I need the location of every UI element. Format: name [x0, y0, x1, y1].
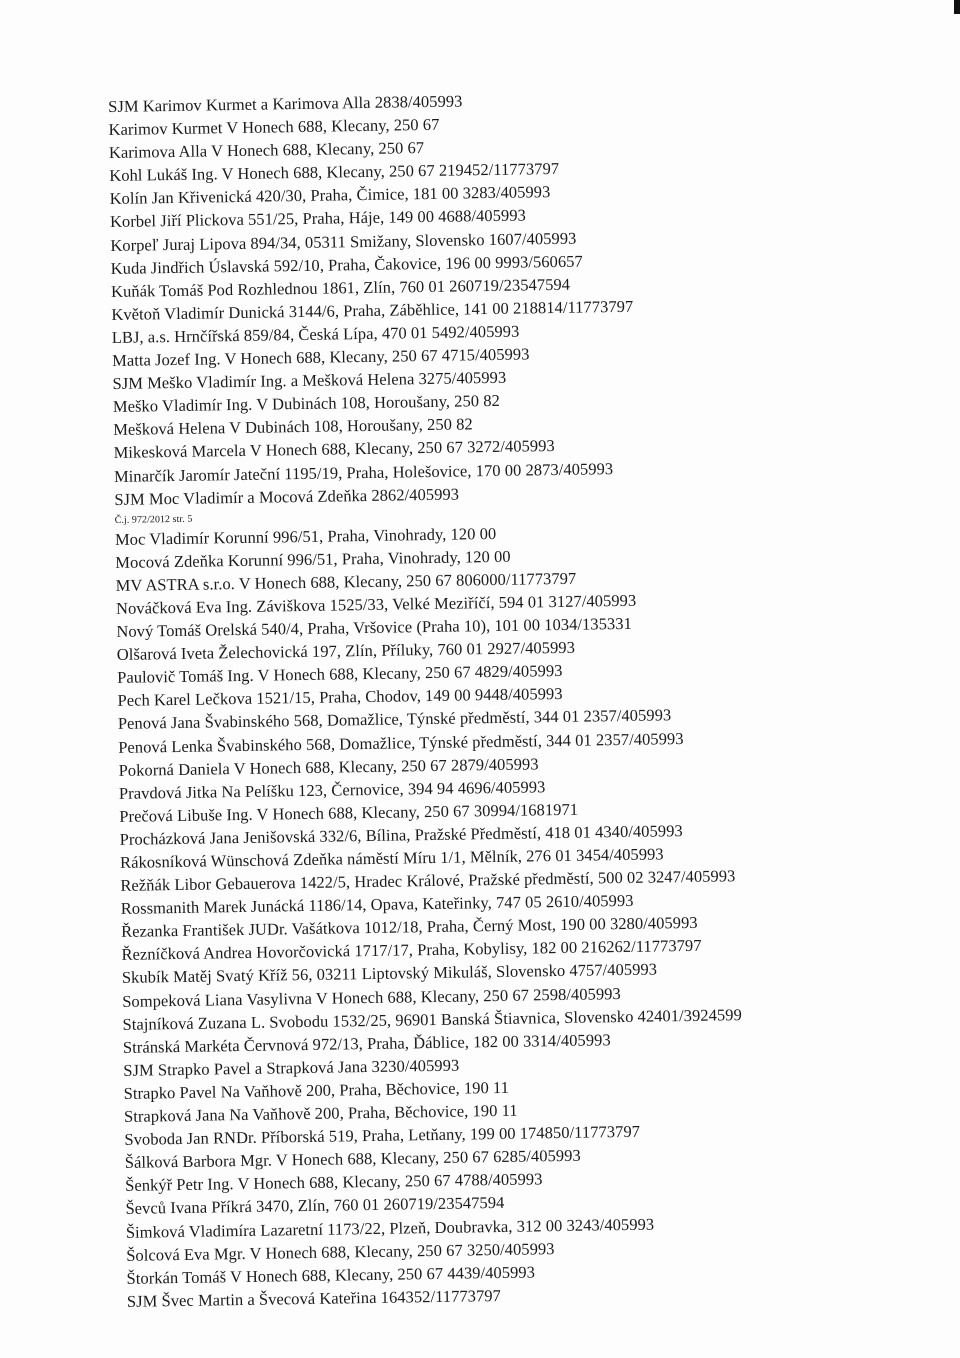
list-item: Strapko Pavel Na Vaňhově 200, Praha, Běchovice, 190 11: [123, 1077, 510, 1103]
list-item: Šálková Barbora Mgr. V Honech 688, Klecany, 250 67 6285/405993: [124, 1145, 581, 1173]
list-item: Květoň Vladimír Dunická 3144/6, Praha, Záběhlice, 141 00 218814/11773797: [111, 296, 634, 324]
list-item: Matta Jozef Ing. V Honech 688, Klecany, 250 67 4715/405993: [112, 344, 530, 370]
list-item: Mikesková Marcela V Honech 688, Klecany, 250 67 3272/405993: [113, 436, 555, 463]
list-item: Penová Lenka Švabinského 568, Domažlice, Týnské předměstí, 344 01 2357/405993: [118, 728, 684, 757]
corner-scan-mark: [954, 0, 960, 14]
list-item: Olšarová Iveta Želechovická 197, Zlín, Příluky, 760 01 2927/405993: [116, 637, 576, 665]
list-item: Pech Karel Lečkova 1521/15, Praha, Chodov, 149 00 9448/405993: [117, 684, 563, 711]
list-item: Štorkán Tomáš V Honech 688, Klecany, 250 67 4439/405993: [126, 1262, 536, 1288]
list-item: Šolcová Eva Mgr. V Honech 688, Klecany, 250 67 3250/405993: [126, 1238, 555, 1265]
list-item: Kohl Lukáš Ing. V Honech 688, Klecany, 250 67 219452/11773797: [109, 159, 560, 186]
list-item: Prečová Libuše Ing. V Honech 688, Klecany, 250 67 30994/1681971: [119, 799, 579, 826]
list-item: Rákosníková Wünschová Zdeňka náměstí Míru 1/1, Mělník, 276 01 3454/405993: [119, 844, 664, 872]
list-item: Kolín Jan Křivenická 420/30, Praha, Čimice, 181 00 3283/405993: [109, 182, 551, 209]
list-item: LBJ, a.s. Hrnčířská 859/84, Česká Lípa, 470 01 5492/405993: [111, 321, 520, 347]
list-item: Řezníčková Andrea Hovorčovická 1717/17, Praha, Kobylisy, 182 00 216262/11773797: [121, 936, 702, 965]
list-item: Sompeková Liana Vasylivna V Honech 688, Klecany, 250 67 2598/405993: [122, 983, 621, 1011]
list-item: Procházková Jana Jenišovská 332/6, Bílina, Pražské Předměstí, 418 01 4340/405993: [119, 820, 683, 849]
list-item: Režňák Libor Gebauerova 1422/5, Hradec Králové, Pražské předměstí, 500 02 3247/405993: [120, 866, 736, 895]
list-item: Strapková Jana Na Vaňhově 200, Praha, Běchovice, 190 11: [123, 1100, 518, 1126]
list-item: SJM Strapko Pavel a Strapková Jana 3230/405993: [123, 1055, 460, 1080]
list-item: Řezanka František JUDr. Vašátkova 1012/18, Praha, Černý Most, 190 00 3280/405993: [120, 913, 698, 942]
list-item: Karimov Kurmet V Honech 688, Klecany, 250 67: [108, 114, 440, 140]
list-item: Korbel Jiří Plickova 551/25, Praha, Háje, 149 00 4688/405993: [109, 205, 526, 232]
list-item: Meško Vladimír Ing. V Dubinách 108, Horoušany, 250 82: [112, 391, 501, 417]
list-item: Karimova Alla V Honech 688, Klecany, 250 67: [108, 138, 425, 163]
list-item: Mešková Helena V Dubinách 108, Horoušany, 250 82: [113, 414, 473, 440]
list-item: Rossmanith Marek Junácká 1186/14, Opava, Kateřinky, 747 05 2610/405993: [120, 891, 634, 919]
list-item: Kuňák Tomáš Pod Rozhlednou 1861, Zlín, 760 01 260719/23547594: [110, 274, 571, 301]
list-item: Šenkýř Petr Ing. V Honech 688, Klecany, 250 67 4788/405993: [124, 1169, 543, 1196]
list-item: SJM Karimov Kurmet a Karimova Alla 2838/405993: [108, 91, 463, 116]
list-item: Svoboda Jan RNDr. Příborská 519, Praha, Letňany, 199 00 174850/11773797: [124, 1121, 641, 1149]
list-item: SJM Moc Vladimír a Mocová Zdeňka 2862/405993: [114, 484, 460, 509]
list-item: Paulovič Tomáš Ing. V Honech 688, Klecany, 250 67 4829/405993: [117, 661, 563, 688]
list-item: Šimková Vladimíra Lazaretní 1173/22, Plzeň, Doubravka, 312 00 3243/405993: [125, 1214, 655, 1242]
list-item: Moc Vladimír Korunní 996/51, Praha, Vinohrady, 120 00: [114, 523, 497, 549]
list-item: Skubík Matěj Svatý Kříž 56, 03211 Liptovský Mikuláš, Slovensko 4757/405993: [121, 959, 658, 988]
list-item: SJM Meško Vladimír Ing. a Mešková Helena 3275/405993: [112, 367, 507, 394]
list-item: Penová Jana Švabinského 568, Domažlice, Týnské předměstí, 344 01 2357/405993: [117, 705, 672, 734]
list-item: SJM Švec Martin a Švecová Kateřina 164352/11773797: [126, 1285, 502, 1311]
list-item: Stránská Markéta Červnová 972/13, Praha, Ďáblice, 182 00 3314/405993: [122, 1029, 611, 1057]
list-item: Kuda Jindřich Úslavská 592/10, Praha, Čakovice, 196 00 9993/560657: [110, 251, 583, 278]
list-item: Stajníková Zuzana L. Svobodu 1532/25, 96901 Banská Štiavnica, Slovensko 42401/3924599: [122, 1004, 742, 1034]
owner-list: [108, 82, 947, 1313]
list-item: Nový Tomáš Orelská 540/4, Praha, Vršovice (Praha 10), 101 00 1034/135331: [116, 613, 632, 641]
list-item: Pravdová Jitka Na Pelíšku 123, Černovice, 394 94 4696/405993: [118, 776, 546, 803]
list-item: Mocová Zdeňka Korunní 996/51, Praha, Vinohrady, 120 00: [115, 546, 511, 572]
list-item: Korpeľ Juraj Lipova 894/34, 05311 Smižany, Slovensko 1607/405993: [110, 228, 577, 255]
list-item: Nováčková Eva Ing. Záviškova 1525/33, Velké Meziříčí, 594 01 3127/405993: [115, 590, 637, 618]
list-item: Pokorná Daniela V Honech 688, Klecany, 250 67 2879/405993: [118, 753, 539, 780]
list-item: MV ASTRA s.r.o. V Honech 688, Klecany, 250 67 806000/11773797: [115, 568, 577, 595]
list-item: Ševců Ivana Příkrá 3470, Zlín, 760 01 260719/23547594: [125, 1193, 505, 1219]
page-reference: Č.j. 972/2012 str. 5: [114, 513, 193, 526]
list-item: Minarčík Jaromír Jateční 1195/19, Praha, Holešovice, 170 00 2873/405993: [113, 458, 614, 486]
